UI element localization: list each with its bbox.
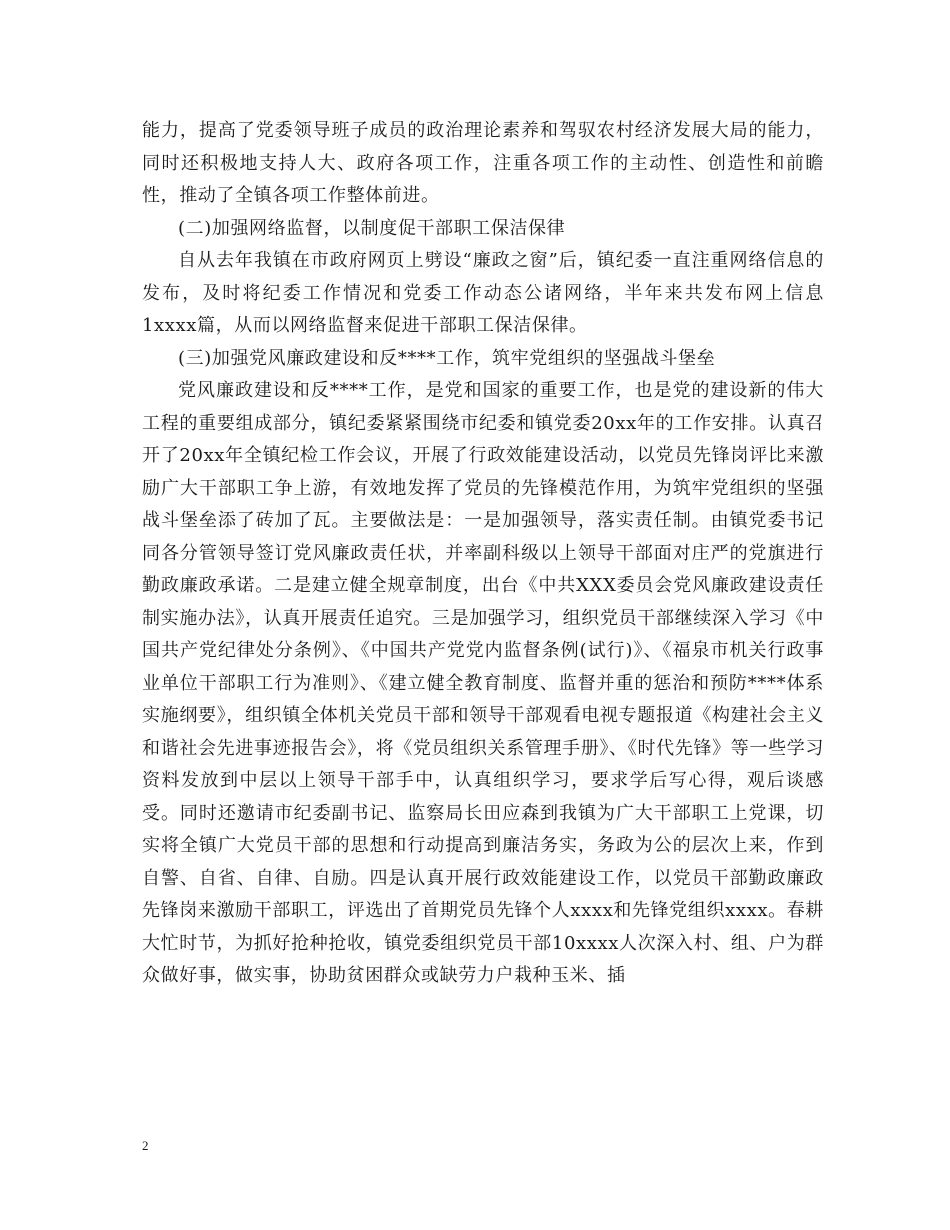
page-number: 2 <box>142 1138 149 1153</box>
body-text <box>142 115 824 993</box>
paragraph-party-conduct: 党风廉政建设和反****工作，是党和国家的重要工作，也是党的建设新的伟大工程的重要组成部分，镇纪委紧紧围绕市纪委和镇党委20xx年的工作安排。认真召开了20xx年全镇纪检工作会议，开展了行政效能建设活动，以党员先锋岗评比来激励广大干部职工争上游，有效地发挥了党员的先锋模范作用，为筑牢党组织的坚强战斗堡垒添了砖加了瓦。主要做法是：一是加强领导，落实责任制。由镇党委书记同各分管领导签订党风廉政责任状，并率副科级以上领导干部面对庄严的党旗进行勤政廉政承诺。二是建立健全规章制度，出台《中共XXX委员会党风廉政建设责任制实施办法》，认真开展责任追究。三是加强学习，组织党员干部继续深入学习《中国共产党纪律处分条例》、《中国共产党党内监督条例(试行)》、《福泉市机关行政事业单位干部职工行为准则》、《建立健全教育制度、监督并重的惩治和预防****体系实施纲要》，组织镇全体机关党员干部和领导干部观看电视专题报道《构建社会主义和谐社会先进事迹报告会》，将《党员组织关系管理手册》、《时代先锋》等一些学习资料发放到中层以上领导干部手中，认真组织学习，要求学后写心得，观后谈感受。同时还邀请市纪委副书记、监察局长田应森到我镇为广大干部职工上党课，切实将全镇广大党员干部的思想和行动提高到廉洁务实，务政为公的层次上来，作到自警、自省、自律、自励。四是认真开展行政效能建设工作，以党员干部勤政廉政先锋岗来激励干部职工，评选出了首期党员先锋个人xxxx和先锋党组织xxxx。春耕大忙时节，为抓好抢种抢收，镇党委组织党员干部10xxxx人次深入村、组、户为群众做好事，做实事，协助贫困群众或缺劳力户栽种玉米、插 <box>142 380 824 986</box>
paragraph-continuation: 能力，提高了党委领导班子成员的政治理论素养和驾驭农村经济发展大局的能力，同时还积极地支持人大、政府各项工作，注重各项工作的主动性、创造性和前瞻性，推动了全镇各项工作整体前进。 <box>142 120 824 206</box>
section-heading-3: (三)加强党风廉政建设和反****工作，筑牢党组织的坚强战斗堡垒 <box>178 347 716 369</box>
paragraph-network-supervision: 自从去年我镇在市政府网页上劈设“廉政之窗”后，镇纪委一直注重网络信息的发布，及时将纪委工作情况和党委工作动态公诸网络，半年来共发布网上信息1xxxx篇，从而以网络监督来促进干部职工保洁保律。 <box>142 250 824 336</box>
section-heading-2: (二)加强网络监督，以制度促干部职工保洁保律 <box>178 217 566 239</box>
